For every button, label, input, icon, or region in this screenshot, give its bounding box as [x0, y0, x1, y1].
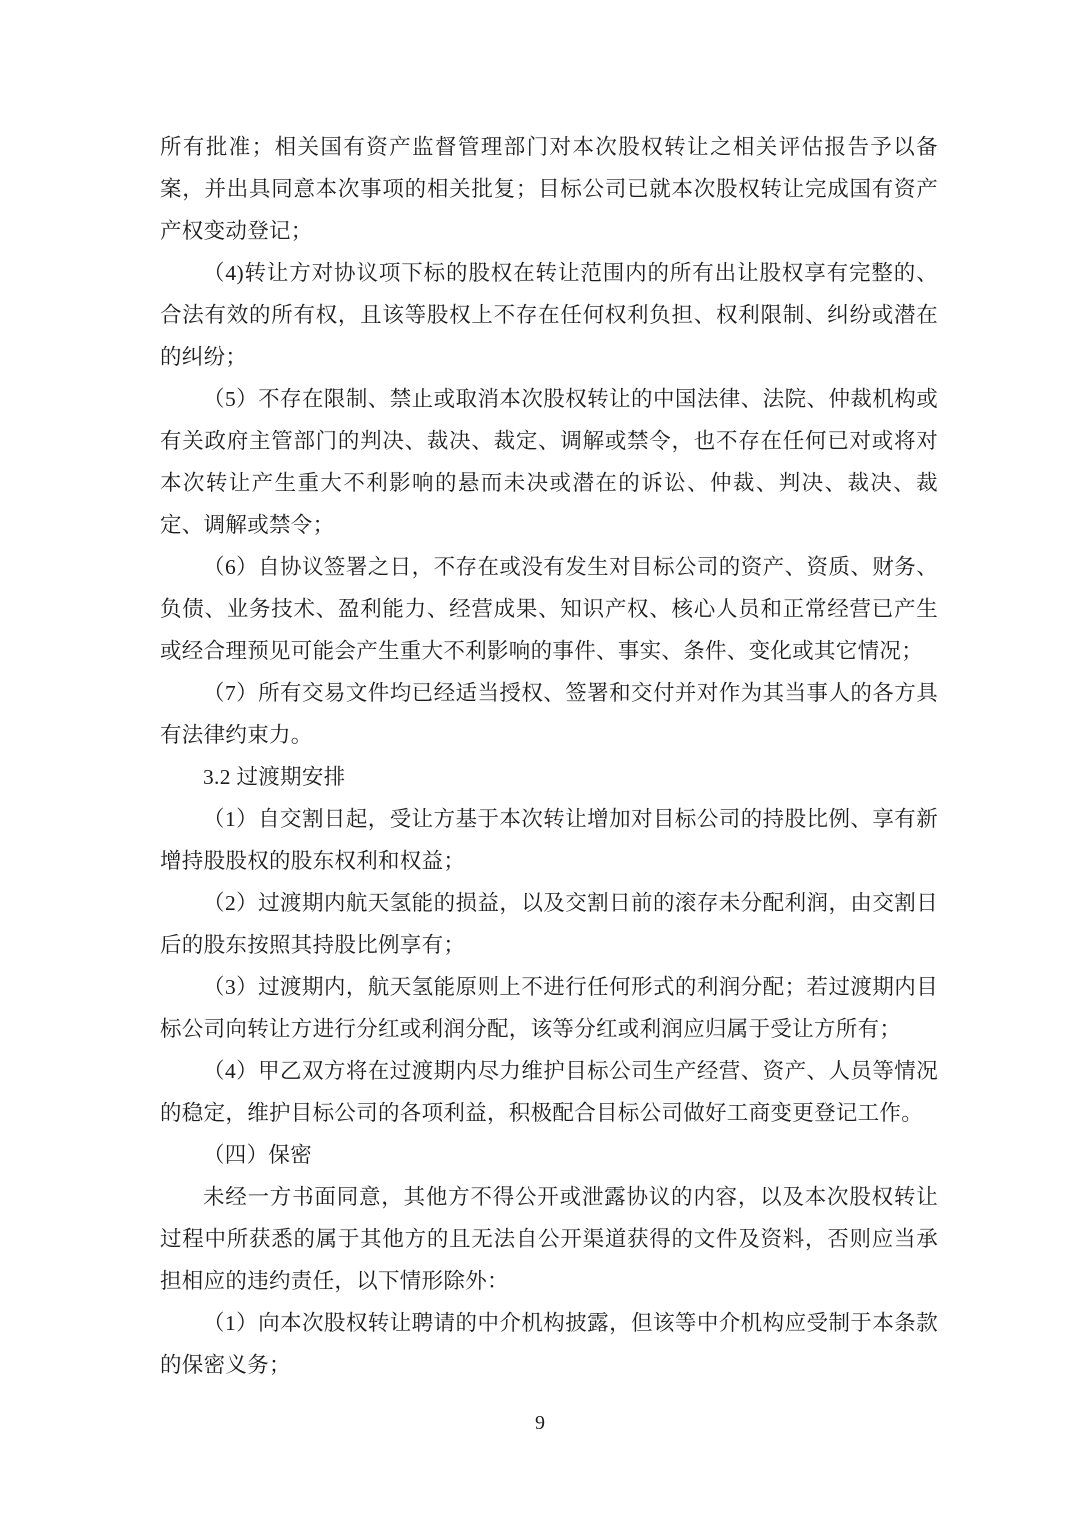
paragraph-confidentiality-intro: 未经一方书面同意，其他方不得公开或泄露协议的内容，以及本次股权转让过程中所获悉的属于其他方的且无法自公开渠道获得的文件及资料，否则应当承担相应的违约责任，以下情形除外： [160, 1185, 938, 1293]
section-heading-confidentiality: （四）保密 [203, 1143, 313, 1167]
page-number: 9 [535, 1412, 545, 1434]
paragraph-exception-1: （1）向本次股权转让聘请的中介机构披露，但该等中介机构应受制于本条款的保密义务； [160, 1311, 938, 1377]
section-heading-3-2: 3.2 过渡期安排 [203, 765, 346, 789]
paragraph-transition-4: （4）甲乙双方将在过渡期内尽力维护目标公司生产经营、资产、人员等情况的稳定，维护目标公司的各项利益，积极配合目标公司做好工商变更登记工作。 [160, 1059, 938, 1125]
paragraph-transition-3: （3）过渡期内，航天氢能原则上不进行任何形式的利润分配；若过渡期内目标公司向转让方进行分红或利润分配，该等分红或利润应归属于受让方所有； [160, 975, 938, 1041]
paragraph-carryover-approvals: 所有批准；相关国有资产监督管理部门对本次股权转让之相关评估报告予以备案，并出具同意本次事项的相关批复；目标公司已就本次股权转让完成国有资产产权变动登记； [160, 135, 938, 243]
paragraph-transition-1: （1）自交割日起，受让方基于本次转让增加对目标公司的持股比例、享有新增持股股权的股东权利和权益； [160, 807, 938, 873]
paragraph-item-5: （5）不存在限制、禁止或取消本次股权转让的中国法律、法院、仲裁机构或有关政府主管部门的判决、裁决、裁定、调解或禁令，也不存在任何已对或将对本次转让产生重大不利影响的悬而未决或潜在的诉讼、仲裁、判决、裁决、裁定、调解或禁令； [160, 387, 938, 537]
paragraph-item-6: （6）自协议签署之日，不存在或没有发生对目标公司的资产、资质、财务、负债、业务技术、盈利能力、经营成果、知识产权、核心人员和正常经营已产生或经合理预见可能会产生重大不利影响的事件、事实、条件、变化或其它情况； [160, 555, 938, 663]
document-body [160, 126, 938, 1386]
paragraph-transition-2: （2）过渡期内航天氢能的损益，以及交割日前的滚存未分配利润，由交割日后的股东按照其持股比例享有； [160, 891, 938, 957]
page-footer [0, 1408, 1080, 1438]
paragraph-item-7: （7）所有交易文件均已经适当授权、签署和交付并对作为其当事人的各方具有法律约束力。 [160, 681, 938, 747]
paragraph-item-4: （4)转让方对协议项下标的股权在转让范围内的所有出让股权享有完整的、合法有效的所有权，且该等股权上不存在任何权利负担、权利限制、纠纷或潜在的纠纷； [160, 261, 938, 369]
